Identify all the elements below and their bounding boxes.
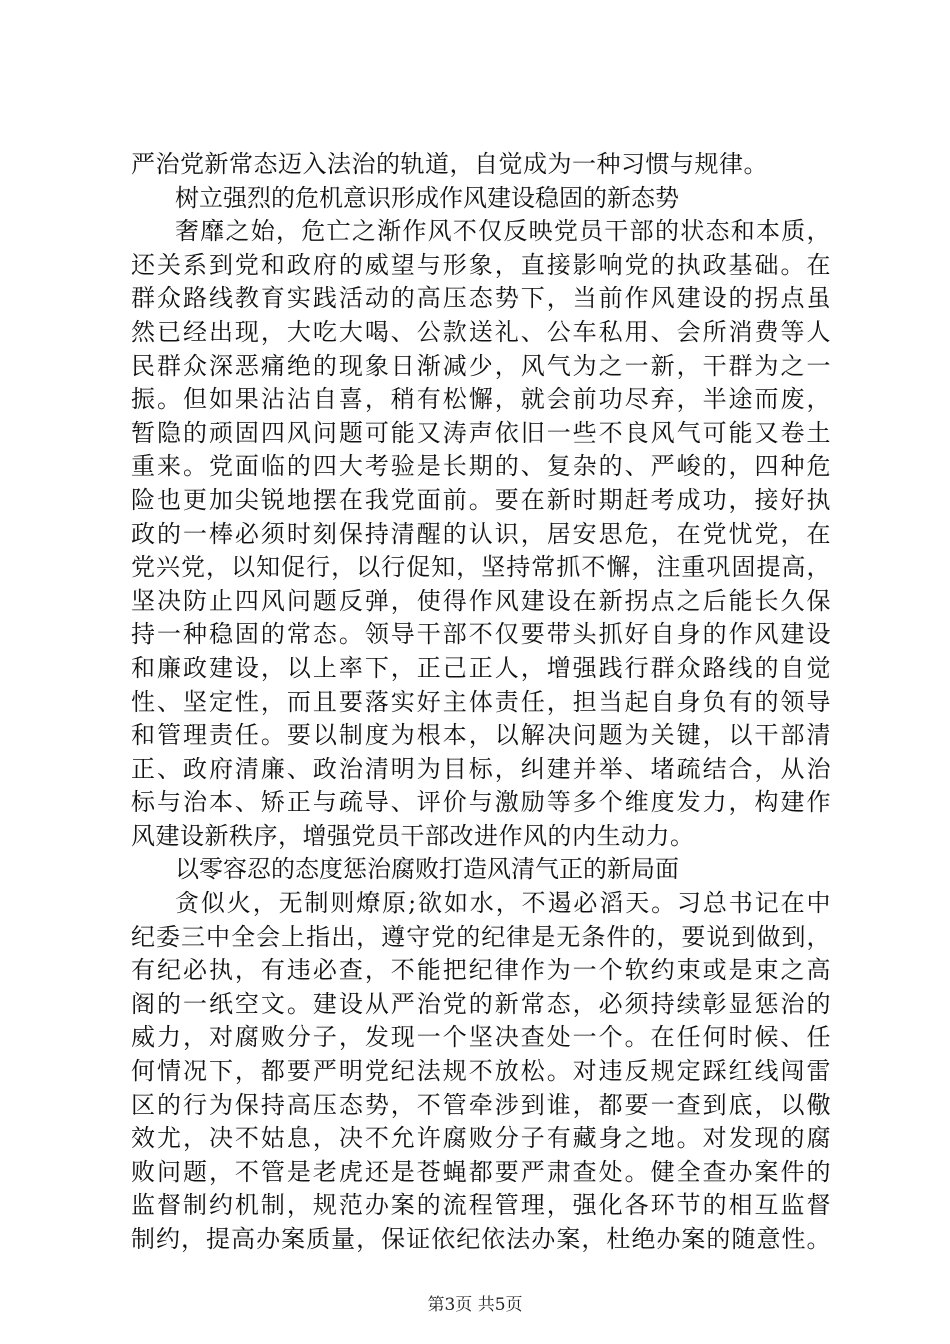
paragraph-line: 和廉政建设，以上率下，正己正人，增强践行群众路线的自觉 [131,653,831,682]
paragraph-line: 标与治本、矫正与疏导、评价与激励等多个维度发力，构建作 [131,788,831,817]
paragraph-line: 持一种稳固的常态。领导干部不仅要带头抓好自身的作风建设 [131,620,831,649]
paragraph-line: 威力，对腐败分子，发现一个坚决查处一个。在任何时候、任 [131,1023,831,1052]
paragraph-line: 振。但如果沾沾自喜，稍有松懈，就会前功尽弃，半途而废， [131,385,831,414]
paragraph-line: 奢靡之始，危亡之渐作风不仅反映党员干部的状态和本质， [175,217,831,246]
paragraph-line: 阁的一纸空文。建设从严治党的新常态，必须持续彰显惩治的 [131,989,831,1018]
paragraph-line: 政的一棒必须时刻保持清醒的认识，居安思危，在党忧党，在 [131,519,831,548]
paragraph-line: 正、政府清廉、政治清明为目标，纠建并举、堵疏结合，从治 [131,754,831,783]
paragraph-line: 败问题，不管是老虎还是苍蝇都要严肃查处。健全查办案件的 [131,1157,831,1186]
paragraph-line: 纪委三中全会上指出，遵守党的纪律是无条件的，要说到做到， [131,922,831,951]
paragraph-line: 还关系到党和政府的威望与形象，直接影响党的执政基础。在 [131,250,831,279]
paragraph-line: 然已经出现，大吃大喝、公款送礼、公车私用、会所消费等人 [131,317,831,346]
paragraph-line: 民群众深恶痛绝的现象日渐减少，风气为之一新，干群为之一 [131,351,831,380]
paragraph-line: 暂隐的顽固四风问题可能又涛声依旧一些不良风气可能又卷土 [131,418,831,447]
paragraph-line: 风建设新秩序，增强党员干部改进作风的内生动力。 [131,821,695,850]
paragraph-line: 有纪必执，有违必查，不能把纪律作为一个软约束或是束之高 [131,956,831,985]
paragraph-line: 制约，提高办案质量，保证依纪依法办案，杜绝办案的随意性。 [131,1225,831,1253]
paragraph-line: 和管理责任。要以制度为根本，以解决问题为关键，以干部清 [131,721,831,750]
paragraph-line: 坚决防止四风问题反弹，使得作风建设在新拐点之后能长久保 [131,586,831,615]
section-heading: 树立强烈的危机意识形成作风建设稳固的新态势 [175,183,679,212]
section-heading: 以零容忍的态度惩治腐败打造风清气正的新局面 [175,855,679,884]
paragraph-line: 群众路线教育实践活动的高压态势下，当前作风建设的拐点虽 [131,284,831,313]
paragraph-line: 党兴党，以知促行，以行促知，坚持常抓不懈，注重巩固提高， [131,553,831,582]
paragraph-line: 贪似火，无制则燎原;欲如水，不遏必滔天。习总书记在中 [175,889,831,918]
paragraph-line: 性、坚定性，而且要落实好主体责任，担当起自身负有的领导 [131,687,831,716]
paragraph-line: 何情况下，都要严明党纪法规不放松。对违反规定踩红线闯雷 [131,1057,831,1086]
paragraph-line: 险也更加尖锐地摆在我党面前。要在新时期赶考成功，接好执 [131,485,831,514]
document-body [131,148,831,1257]
paragraph-line: 严治党新常态迈入法治的轨道，自觉成为一种习惯与规律。 [131,150,768,178]
paragraph-line: 效尤，决不姑息，决不允许腐败分子有藏身之地。对发现的腐 [131,1124,831,1153]
paragraph-line: 区的行为保持高压态势，不管牵涉到谁，都要一查到底，以儆 [131,1090,831,1119]
paragraph-line: 重来。党面临的四大考验是长期的、复杂的、严峻的，四种危 [131,452,831,481]
paragraph-line: 监督制约机制，规范办案的流程管理，强化各环节的相互监督 [131,1191,831,1220]
page-footer: 第3页 共5页 [427,1295,523,1315]
